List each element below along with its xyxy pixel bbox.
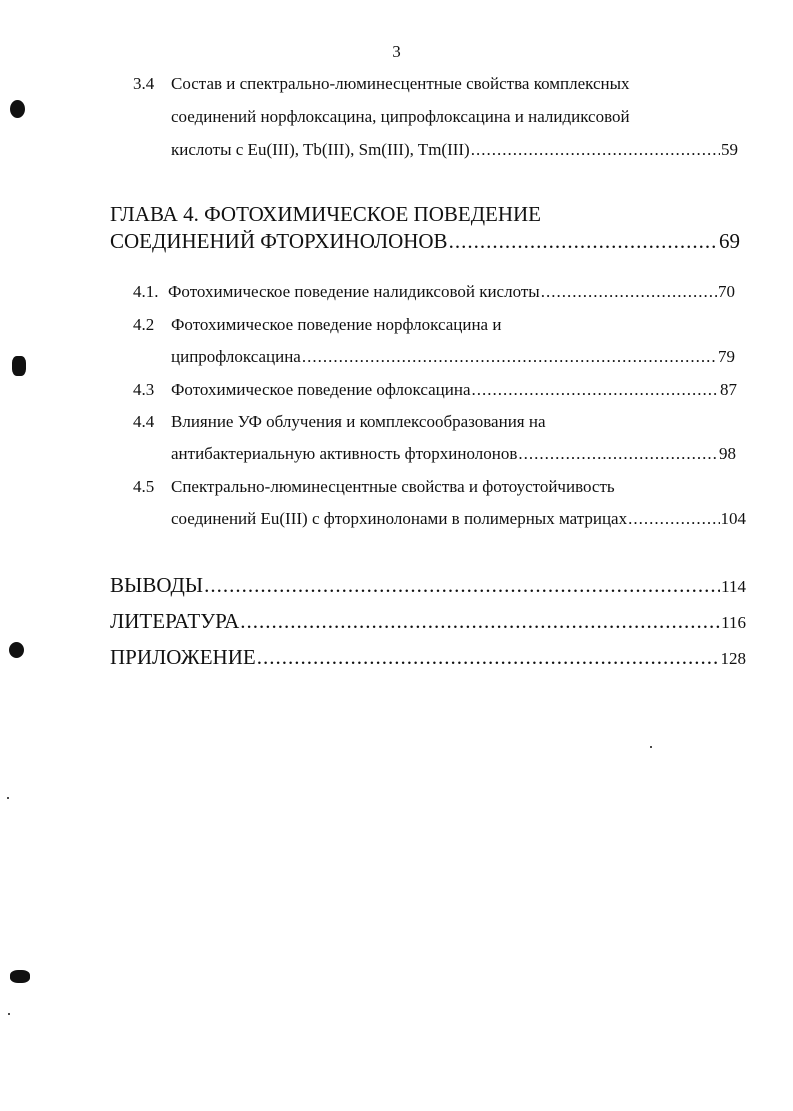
toc-text: Фотохимическое поведение налидиксовой кислоты	[168, 282, 540, 301]
scan-speck	[10, 970, 30, 983]
toc-entry-conclusions	[110, 573, 746, 601]
toc-line	[171, 107, 731, 131]
toc-line	[171, 380, 737, 404]
toc-text: соединений норфлоксацина, ципрофлоксацина и налидиксовой	[171, 107, 630, 126]
leader-dots	[302, 347, 717, 367]
scan-speck	[10, 100, 25, 118]
scan-speck	[12, 356, 26, 376]
toc-line	[171, 347, 735, 371]
page-ref: 128	[720, 649, 746, 668]
toc-text: Состав и спектрально-люминесцентные свойства комплексных	[171, 74, 630, 93]
section-number: 4.2	[133, 315, 155, 334]
toc-text: ВЫВОДЫ	[110, 573, 204, 597]
toc-entry-literature	[110, 609, 746, 637]
page-ref: 59	[721, 140, 738, 159]
chapter-title: ГЛАВА 4. ФОТОХИМИЧЕСКОЕ ПОВЕДЕНИЕ	[110, 202, 542, 226]
leader-dots	[240, 609, 720, 634]
scan-speck	[8, 1013, 10, 1015]
scan-speck	[650, 746, 652, 748]
toc-line	[171, 315, 731, 339]
page-ref: 87	[720, 380, 737, 399]
page-number: 3	[392, 42, 401, 61]
toc-text: Фотохимическое поведение норфлоксацина и	[171, 315, 502, 334]
section-number: 4.3	[133, 380, 155, 399]
toc-text: соединений Eu(III) с фторхинолонами в полимерных матрицах	[171, 509, 628, 528]
page-ref: 104	[720, 509, 746, 528]
leader-dots	[449, 229, 718, 254]
toc-line	[171, 444, 736, 468]
leader-dots	[257, 645, 720, 670]
toc-line	[171, 477, 736, 501]
leader-dots	[204, 573, 720, 598]
toc-text: Фотохимическое поведение офлоксацина	[171, 380, 471, 399]
toc-entry-appendix	[110, 645, 746, 673]
page-ref: 79	[718, 347, 735, 366]
scan-speck	[9, 642, 24, 658]
toc-line	[171, 74, 731, 98]
leader-dots	[471, 140, 720, 160]
toc-line	[110, 202, 730, 230]
leader-dots	[628, 509, 719, 529]
toc-line	[171, 412, 731, 436]
leader-dots	[541, 282, 717, 302]
section-number: 4.4	[133, 412, 155, 431]
leader-dots	[471, 380, 719, 400]
section-number: 4.5	[133, 477, 155, 496]
toc-text: ципрофлоксацина	[171, 347, 301, 366]
toc-text: ПРИЛОЖЕНИЕ	[110, 645, 256, 669]
toc-text: Спектрально-люминесцентные свойства и фотоустойчивость	[171, 477, 615, 496]
toc-text: Влияние УФ облучения и комплексообразования на	[171, 412, 546, 431]
page-ref: 116	[721, 613, 746, 632]
toc-line	[171, 140, 738, 164]
toc-line	[168, 282, 735, 306]
section-number: 4.1.	[133, 282, 159, 301]
chapter-title: СОЕДИНЕНИЙ ФТОРХИНОЛОНОВ	[110, 229, 448, 253]
toc-text: кислоты с Eu(III), Tb(III), Sm(III), Tm(III)	[171, 140, 470, 159]
toc-text: ЛИТЕРАТУРА	[110, 609, 240, 633]
toc-text: антибактериальную активность фторхинолонов	[171, 444, 518, 463]
toc-line	[110, 229, 740, 257]
page-ref: 98	[719, 444, 736, 463]
page-ref: 69	[719, 229, 740, 253]
page-ref: 114	[721, 577, 746, 596]
section-number: 3.4	[133, 74, 155, 93]
scan-speck	[7, 797, 9, 799]
page-ref: 70	[718, 282, 735, 301]
leader-dots	[518, 444, 718, 464]
toc-line	[171, 509, 746, 533]
